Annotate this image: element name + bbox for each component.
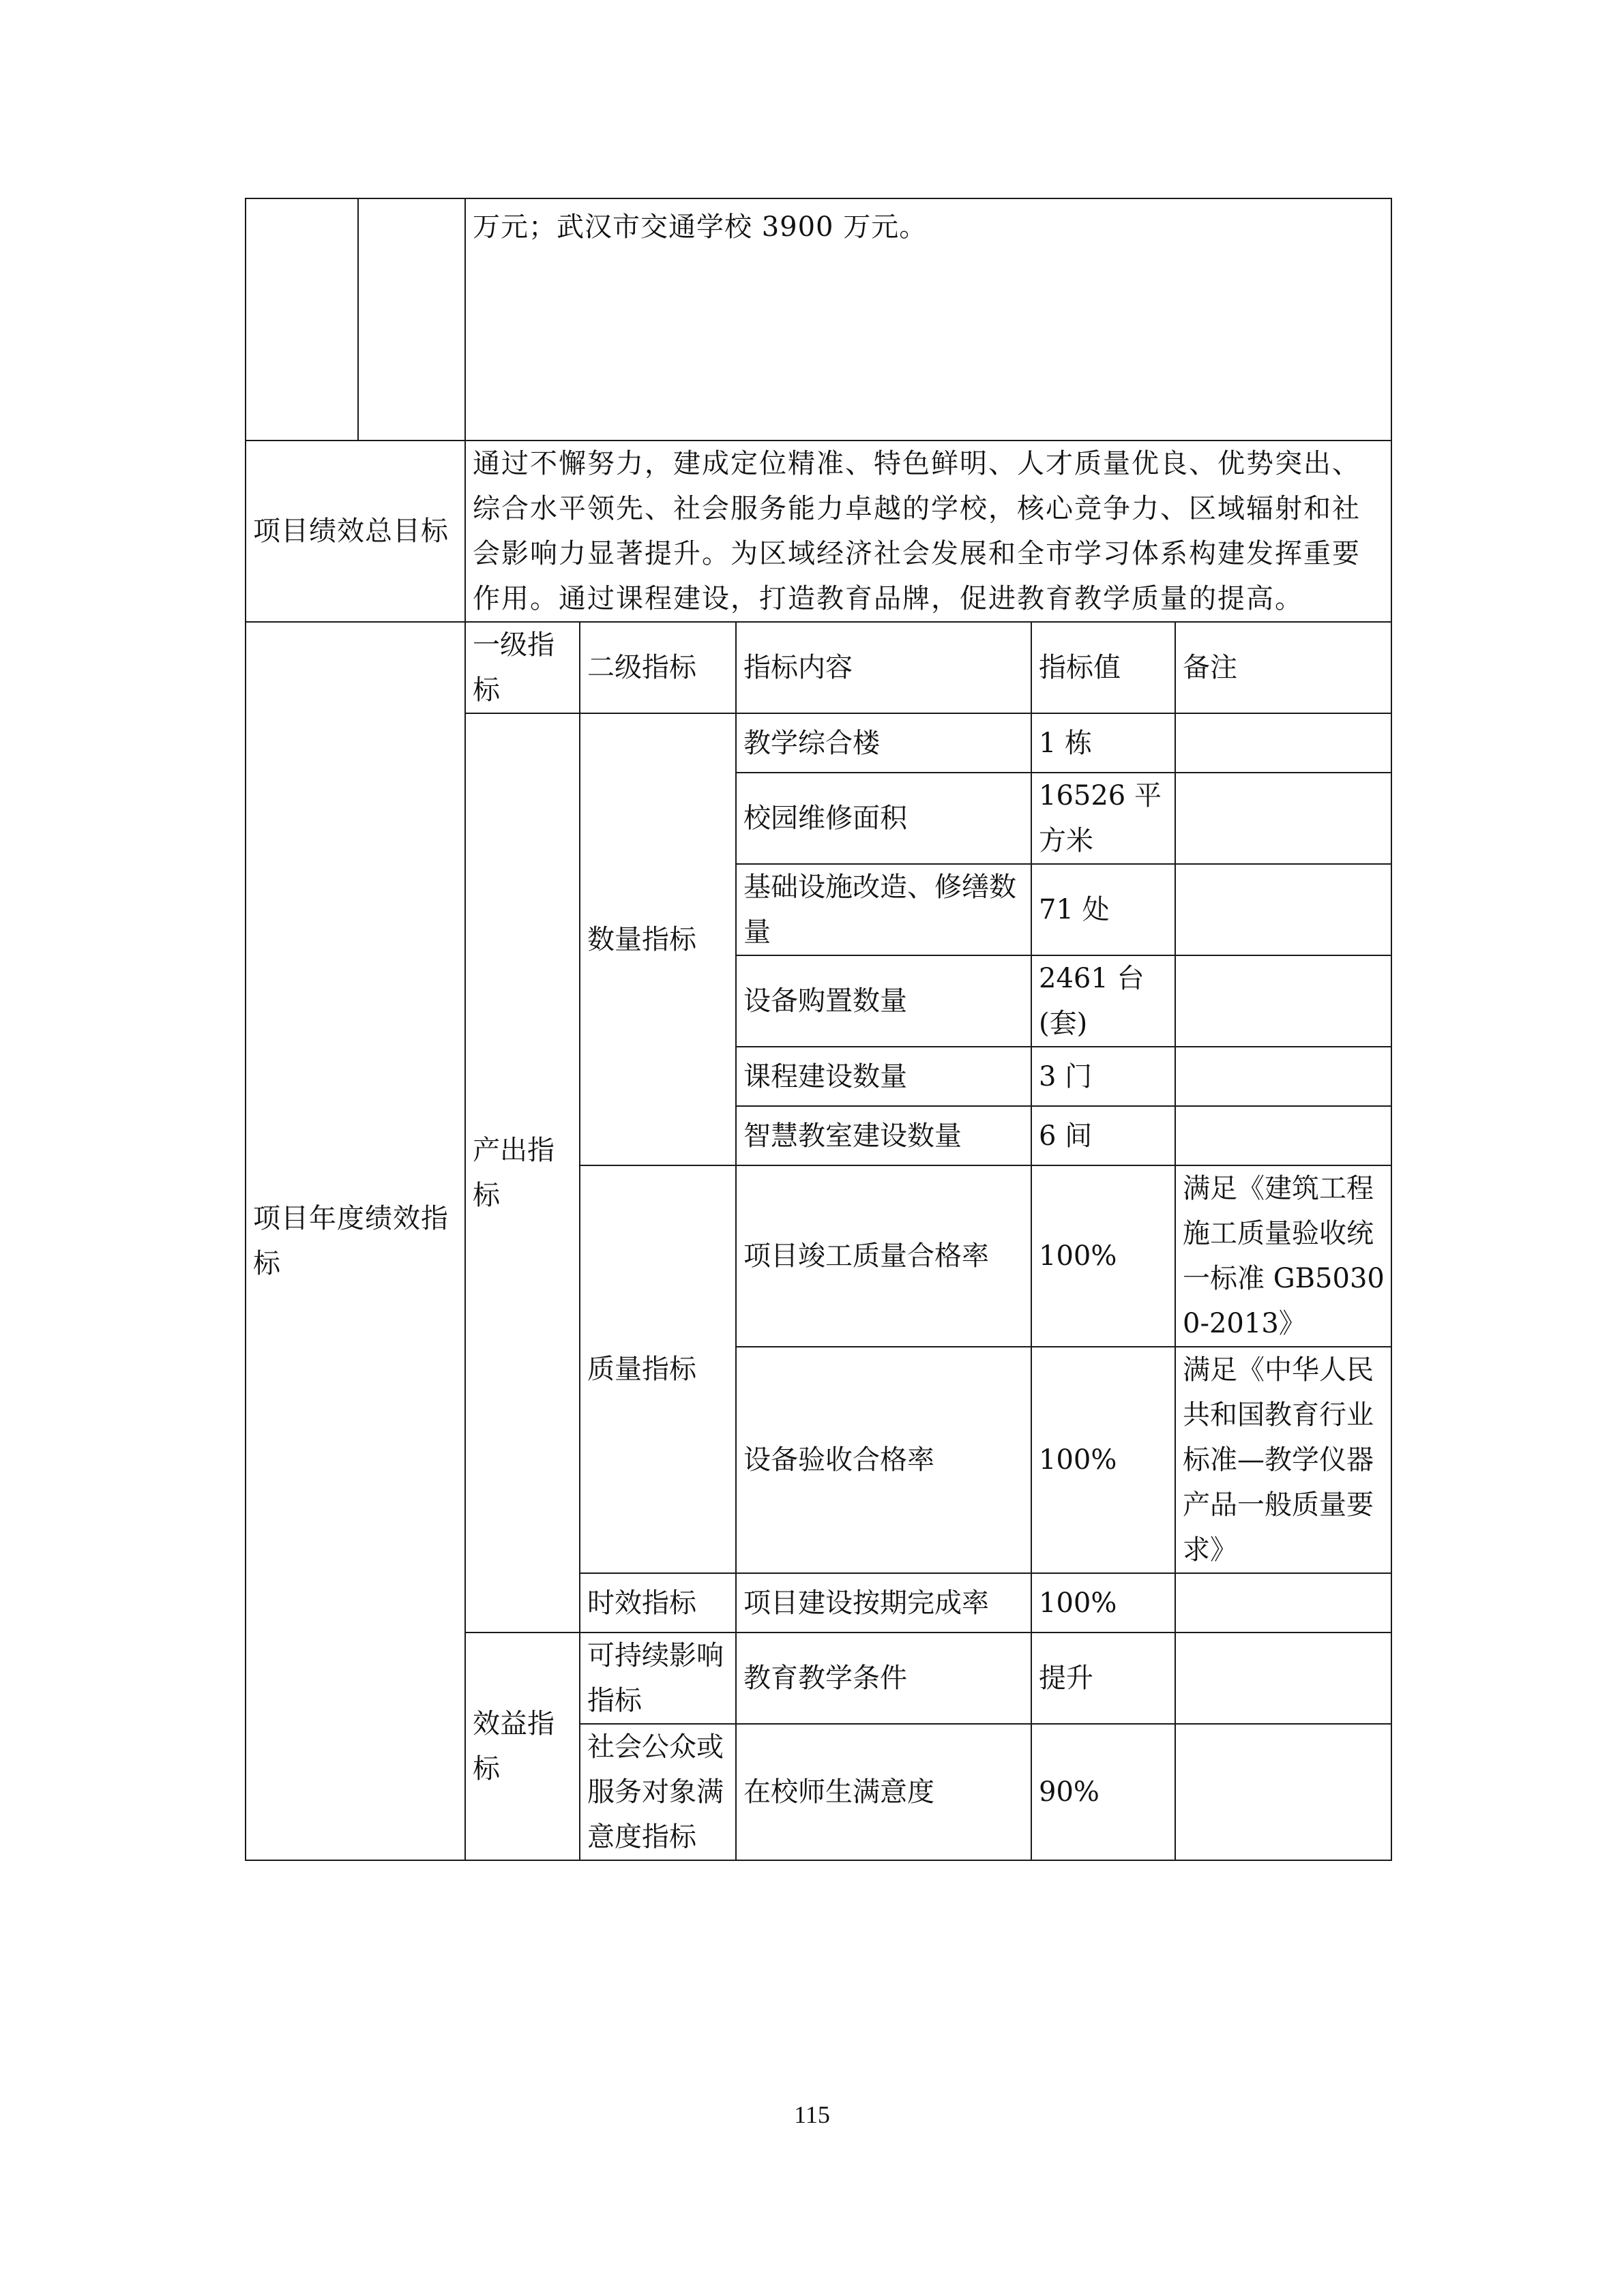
indicator-note: 满足《建筑工程施工质量验收统一标准 GB50300-2013》 [1175, 1165, 1391, 1347]
blank-cell [246, 198, 358, 441]
indicator-content: 项目竣工质量合格率 [736, 1165, 1031, 1347]
indicator-note [1175, 1632, 1391, 1724]
indicator-value: 100% [1031, 1347, 1175, 1573]
indicator-note [1175, 955, 1391, 1047]
indicator-content: 智慧教室建设数量 [736, 1106, 1031, 1165]
overall-goal-text: 通过不懈努力，建成定位精准、特色鲜明、人才质量优良、优势突出、综合水平领先、社会服务能力卓越的学校，核心竞争力、区域辐射和社会影响力显著提升。为区域经济社会发展和全市学习体系构建发挥重要作用。通过课程建设，打造教育品牌，促进教育教学质量的提高。 [465, 441, 1391, 622]
output-indicator-label: 产出指标 [465, 713, 580, 1632]
indicator-value: 90% [1031, 1724, 1175, 1860]
header-value: 指标值 [1031, 622, 1175, 713]
indicator-content: 在校师生满意度 [736, 1724, 1031, 1860]
performance-table [245, 198, 1392, 1861]
overall-goal-label: 项目绩效总目标 [246, 441, 465, 622]
indicator-value: 2461 台(套) [1031, 955, 1175, 1047]
indicator-value: 提升 [1031, 1632, 1175, 1724]
indicator-content: 课程建设数量 [736, 1047, 1031, 1106]
indicator-content: 设备验收合格率 [736, 1347, 1031, 1573]
indicator-content: 设备购置数量 [736, 955, 1031, 1047]
indicator-note [1175, 1724, 1391, 1860]
quantity-indicator-label: 数量指标 [580, 713, 736, 1165]
indicator-value: 6 间 [1031, 1106, 1175, 1165]
indicator-value: 16526 平方米 [1031, 773, 1175, 864]
blank-cell [358, 198, 465, 441]
indicator-value: 100% [1031, 1165, 1175, 1347]
benefit-indicator-label: 效益指标 [465, 1632, 580, 1860]
quality-indicator-label: 质量指标 [580, 1165, 736, 1573]
indicator-note [1175, 1106, 1391, 1165]
indicator-content: 教学综合楼 [736, 713, 1031, 773]
indicator-content: 校园维修面积 [736, 773, 1031, 864]
annual-indicators-label: 项目年度绩效指标 [246, 622, 465, 1860]
indicator-value: 3 门 [1031, 1047, 1175, 1106]
indicator-content: 项目建设按期完成率 [736, 1573, 1031, 1632]
timeliness-indicator-label: 时效指标 [580, 1573, 736, 1632]
indicator-value: 1 栋 [1031, 713, 1175, 773]
indicator-value: 71 处 [1031, 864, 1175, 955]
indicator-note [1175, 713, 1391, 773]
indicator-value: 100% [1031, 1573, 1175, 1632]
satisfaction-indicator-label: 社会公众或服务对象满意度指标 [580, 1724, 736, 1860]
header-level1: 一级指标 [465, 622, 580, 713]
indicator-note [1175, 1047, 1391, 1106]
header-level2: 二级指标 [580, 622, 736, 713]
page-number: 115 [794, 2101, 830, 2128]
indicator-content: 教育教学条件 [736, 1632, 1031, 1724]
indicator-note [1175, 864, 1391, 955]
continuation-text: 万元；武汉市交通学校 3900 万元。 [465, 198, 1391, 441]
indicator-note [1175, 773, 1391, 864]
indicator-note [1175, 1573, 1391, 1632]
sustainable-indicator-label: 可持续影响指标 [580, 1632, 736, 1724]
indicator-note: 满足《中华人民共和国教育行业标准—教学仪器产品一般质量要求》 [1175, 1347, 1391, 1573]
indicator-content: 基础设施改造、修缮数量 [736, 864, 1031, 955]
header-note: 备注 [1175, 622, 1391, 713]
header-content: 指标内容 [736, 622, 1031, 713]
